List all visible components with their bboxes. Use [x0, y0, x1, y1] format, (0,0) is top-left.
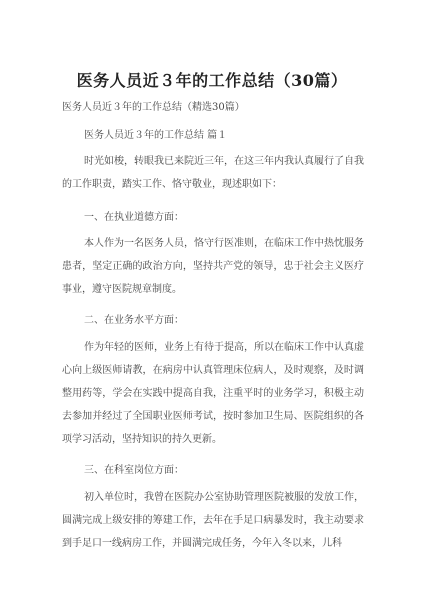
heading-ethics: 一、在执业道德方面：: [84, 212, 184, 223]
document-title: 医务人员近３年的工作总结（30篇）: [76, 71, 348, 90]
section-title: 医务人员近３年的工作总结 篇１: [84, 130, 228, 141]
paragraph-professional: 作为年轻的医师，业务上有待于提高，所以在临床工作中认真虚心向上级医师请教，在病房中认真管理床位病人，及时观察，及时调整用药等，学会在实践中提高自我，注重平时的业务学习，积极主动去参加并经过了全国职业医师考试，按时参加卫生局、医院组织的各项学习活动，坚持知识的持久更新。: [62, 342, 364, 445]
paragraph-ethics: 本人作为一名医务人员，恪守行医准则，在临床工作中热忱服务患者，坚定正确的政治方向，坚持共产党的领导，忠于社会主义医疗事业，遵守医院规章制度。: [62, 238, 364, 295]
intro-paragraph: 时光如梭，转眼我已来院近三年，在这三年内我认真履行了自我的工作职责，踏实工作、恪守敬业，现述职如下：: [62, 156, 364, 190]
heading-professional: 二、在业务水平方面：: [84, 315, 184, 326]
heading-department: 三、在科室岗位方面：: [84, 465, 184, 476]
paragraph-department: 初入单位时，我曾在医院办公室协助管理医院被服的发放工作，圆满完成上级安排的筹建工作，去年在手足口病暴发时，我主动要求到手足口一线病房工作，并圆满完成任务，今年入冬以来，儿科: [62, 492, 364, 549]
document-subtitle: 医务人员近３年的工作总结（精选30篇）: [62, 102, 245, 113]
